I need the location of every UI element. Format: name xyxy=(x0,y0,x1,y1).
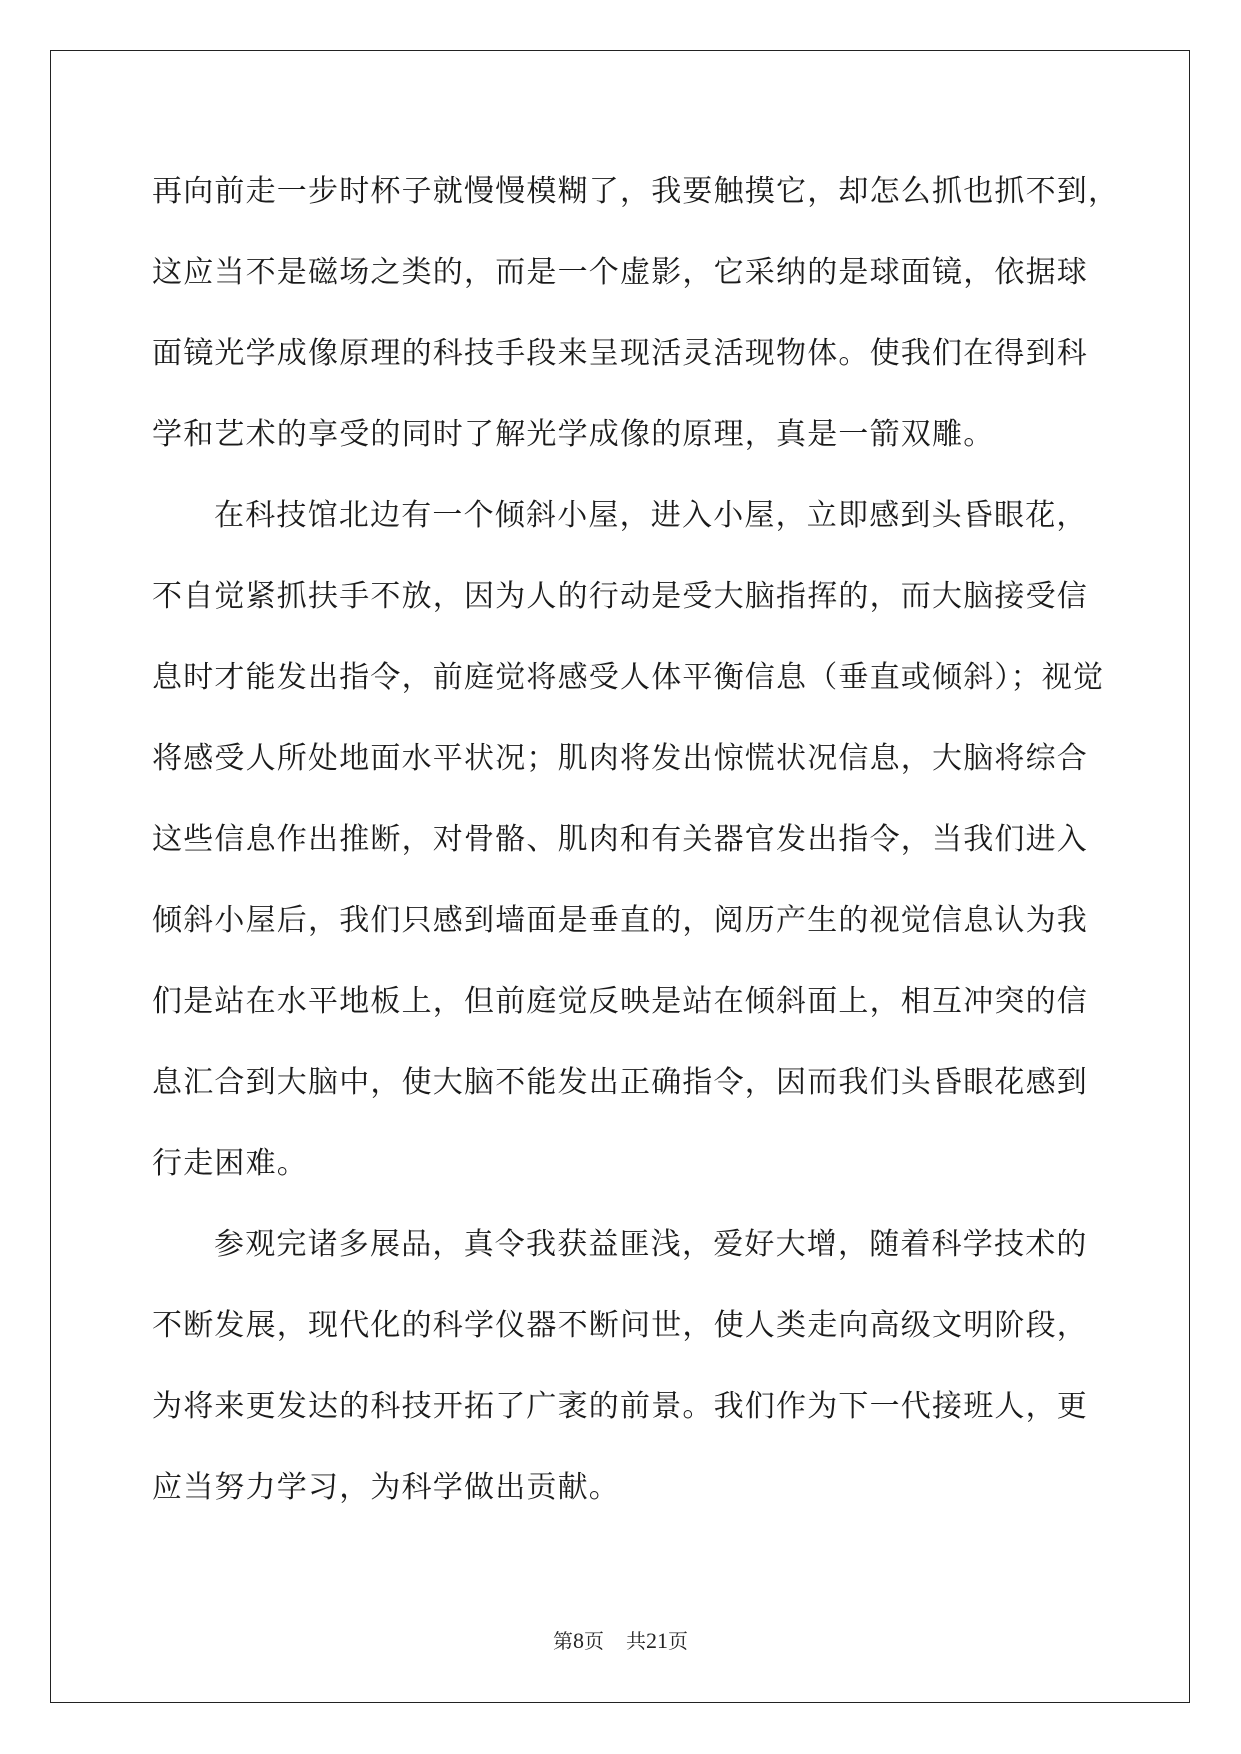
text-line: 这应当不是磁场之类的，而是一个虚影，它采纳的是球面镜，依据球 xyxy=(152,255,1088,290)
paragraph-start-line: 参观完诸多展品，真令我获益匪浅，爱好大增，随着科学技术的 xyxy=(214,1227,1088,1262)
page-footer xyxy=(0,1628,1241,1654)
text-line: 不断发展，现代化的科学仪器不断问世，使人类走向高级文明阶段， xyxy=(152,1308,1088,1343)
total-suffix: 页 xyxy=(668,1629,688,1653)
text-line: 不自觉紧抓扶手不放，因为人的行动是受大脑指挥的，而大脑接受信 xyxy=(152,579,1088,614)
text-line: 行走困难。 xyxy=(152,1146,308,1181)
text-line: 学和艺术的享受的同时了解光学成像的原理，真是一箭双雕。 xyxy=(152,417,995,452)
total-pages: 21 xyxy=(646,1628,668,1653)
text-line: 面镜光学成像原理的科技手段来呈现活灵活现物体。使我们在得到科 xyxy=(152,336,1088,371)
page-number: 8 xyxy=(573,1628,584,1653)
text-line: 息汇合到大脑中，使大脑不能发出正确指令，因而我们头昏眼花感到 xyxy=(152,1065,1088,1100)
paragraph-start-line: 在科技馆北边有一个倾斜小屋，进入小屋，立即感到头昏眼花， xyxy=(214,498,1088,533)
text-line: 应当努力学习，为科学做出贡献。 xyxy=(152,1470,620,1505)
page-border xyxy=(50,50,1190,1703)
text-line: 为将来更发达的科技开拓了广袤的前景。我们作为下一代接班人，更 xyxy=(152,1389,1088,1424)
text-line: 再向前走一步时杯子就慢慢模糊了，我要触摸它，却怎么抓也抓不到， xyxy=(152,174,1120,209)
text-line: 这些信息作出推断，对骨骼、肌肉和有关器官发出指令，当我们进入 xyxy=(152,822,1088,857)
text-line: 息时才能发出指令，前庭觉将感受人体平衡信息（垂直或倾斜）；视觉 xyxy=(152,660,1105,695)
text-line: 倾斜小屋后，我们只感到墙面是垂直的，阅历产生的视觉信息认为我 xyxy=(152,903,1088,938)
total-prefix: 共 xyxy=(626,1629,646,1653)
text-line: 将感受人所处地面水平状况；肌肉将发出惊慌状况信息，大脑将综合 xyxy=(152,741,1088,776)
page-suffix: 页 xyxy=(584,1629,604,1653)
page-prefix: 第 xyxy=(553,1629,573,1653)
text-line: 们是站在水平地板上，但前庭觉反映是站在倾斜面上，相互冲突的信 xyxy=(152,984,1088,1019)
